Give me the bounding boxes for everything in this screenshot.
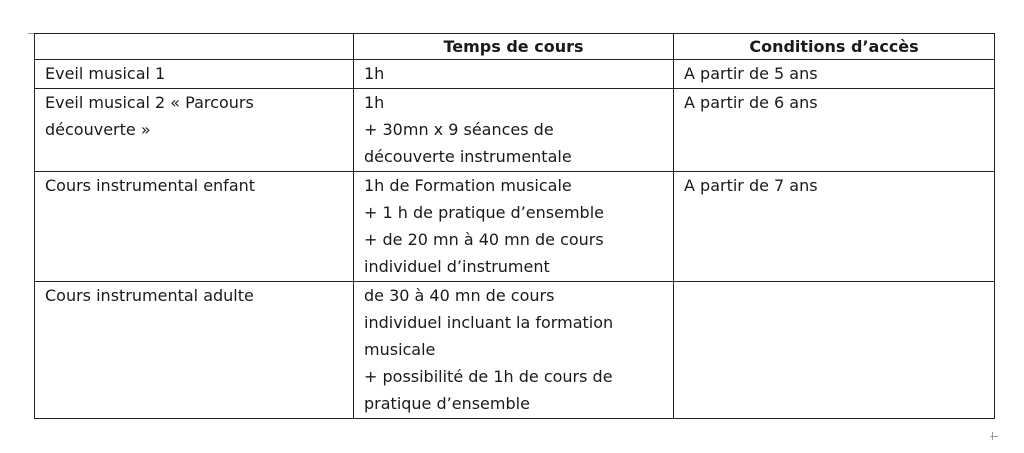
cell-conditions: [674, 282, 995, 419]
cell-course: [35, 60, 354, 89]
table-header-row: [35, 34, 995, 60]
cell-line: Eveil musical 2 « Parcours: [45, 93, 254, 112]
cell-line: 1h de Formation musicale: [364, 176, 572, 195]
cell-time: [354, 89, 674, 172]
cell-line: + possibilité de 1h de cours de: [364, 367, 613, 386]
cell-line: + 30mn x 9 séances de: [364, 120, 554, 139]
cell-time: [354, 60, 674, 89]
cell-course: [35, 89, 354, 172]
cell-time: [354, 282, 674, 419]
course-table: [34, 33, 995, 419]
cell-line: individuel incluant la formation: [364, 313, 614, 332]
cell-conditions: [674, 172, 995, 282]
cell-line: découverte »: [45, 120, 151, 139]
header-conditions-acces: Conditions d’accès: [674, 34, 995, 60]
cell-line: A partir de 7 ans: [684, 176, 818, 195]
cell-time: [354, 172, 674, 282]
cell-line: A partir de 6 ans: [684, 93, 818, 112]
cell-line: individuel d’instrument: [364, 257, 550, 276]
cell-line: + de 20 mn à 40 mn de cours: [364, 230, 604, 249]
cell-line: 1h: [364, 93, 385, 112]
cell-line: découverte instrumentale: [364, 147, 572, 166]
cell-line: Cours instrumental adulte: [45, 286, 254, 305]
cell-line: Cours instrumental enfant: [45, 176, 256, 195]
cell-conditions: [674, 60, 995, 89]
cell-line: 1h: [364, 64, 385, 83]
table-row: [35, 172, 995, 282]
cell-line: Eveil musical 1: [45, 64, 166, 83]
table-row: [35, 282, 995, 419]
table-row: [35, 60, 995, 89]
cell-line: de 30 à 40 mn de cours: [364, 286, 555, 305]
header-course: [35, 34, 354, 60]
cell-course: [35, 172, 354, 282]
cell-line: pratique d’ensemble: [364, 394, 530, 413]
cell-conditions: [674, 89, 995, 172]
header-temps-de-cours: Temps de cours: [354, 34, 674, 60]
cell-line: + 1 h de pratique d’ensemble: [364, 203, 604, 222]
table-row: [35, 89, 995, 172]
cell-course: [35, 282, 354, 419]
cell-line: musicale: [364, 340, 436, 359]
cell-line: A partir de 5 ans: [684, 64, 818, 83]
crop-mark-bottom-right-vertical: [992, 432, 993, 440]
